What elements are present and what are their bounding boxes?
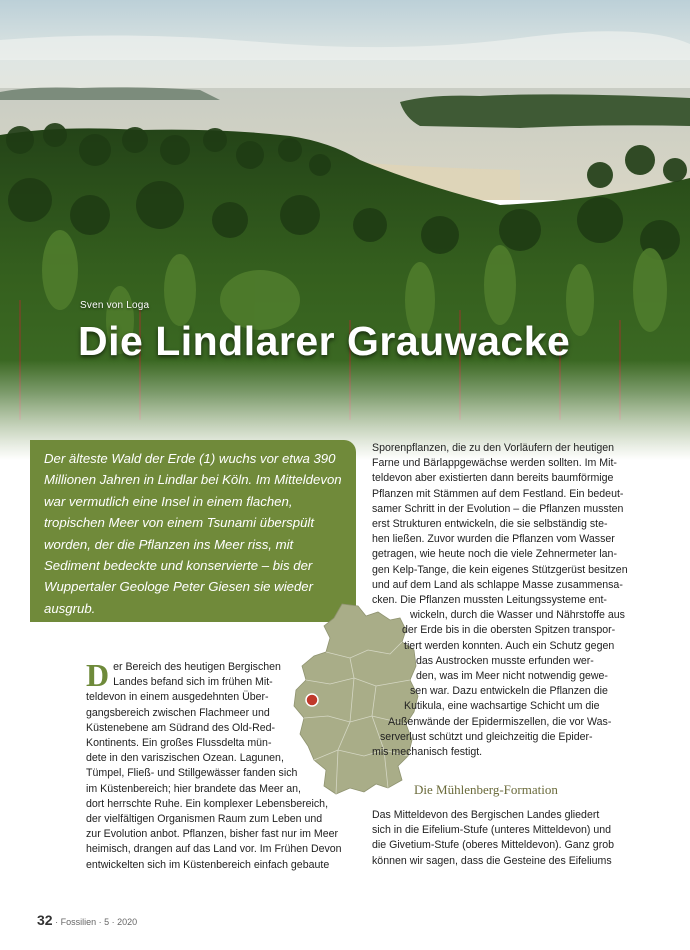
text-line: Kontinents. Ein großes Flussdelta mün- <box>86 737 272 750</box>
text-line: sen war. Dazu entwickeln die Pflanzen die <box>410 685 608 698</box>
text-line: gen Kelp-Tange, die kein eigenes Stützgerüst besitzen <box>372 563 628 576</box>
text-line: der vielfältigen Organismen Raum zum Leben und <box>86 813 323 826</box>
text-line: heimisch, drangen auf das Land vor. Im Frühen Devon <box>86 843 342 856</box>
text-line: samer Schritt in der Evolution – die Pflanzen mussten <box>372 502 624 515</box>
text-line: erst Strukturen entwickeln, die sie selbständig ste- <box>372 518 608 531</box>
text-line: dort herrschte Ruhe. Ein komplexer Lebensbereich, <box>86 797 329 810</box>
text-line: wickeln, durch die Wasser und Nährstoffe aus <box>410 609 625 622</box>
text-line: entwickelten sich im Küstenbereich einfach gebaute <box>86 858 330 871</box>
text-line: tiert werden konnten. Auch ein Schutz gegen <box>404 639 615 652</box>
article-title: Die Lindlarer Grauwacke <box>78 318 571 364</box>
text-line: und auf dem Land als schlappe Masse zusammensa- <box>372 578 623 591</box>
intro-box <box>30 440 356 622</box>
text-line: Kutikula, eine wachsartige Schicht um die <box>404 700 600 713</box>
author-name: Sven von Loga <box>80 300 150 311</box>
text-line: im Küstenbereich; hier brandete das Meer an, <box>86 782 301 795</box>
right-column-continued <box>372 808 636 869</box>
text-line: den, was im Meer nicht notwendig gewe- <box>416 670 608 683</box>
text-line: Landes befand sich im frühen Mit- <box>113 676 273 689</box>
section-heading: Die Mühlenberg-Formation <box>414 782 558 797</box>
dropcap: D <box>86 657 110 693</box>
text-line: die Givetium-Stufe (oberes Mitteldevon). Ganz grob <box>372 839 615 852</box>
text-line: Außenwände der Epidermiszellen, die vor Was- <box>388 715 612 728</box>
text-line: können wir sagen, dass die Gesteine des Eifeliums <box>372 854 612 867</box>
text-line: Küstenebene am Südrand des Old-Red- <box>86 721 276 734</box>
text-line: der Erde bis in die obersten Spitzen transpor- <box>402 624 616 637</box>
hero-illustration <box>0 0 690 460</box>
text-line: das Austrocken musste erfunden wer- <box>416 654 594 667</box>
page-footer <box>37 912 137 928</box>
text-line: teldevon in einem ausgedehnten Über- <box>86 691 269 704</box>
text-line: dete in den variszischen Ozean. Lagunen, <box>86 752 284 765</box>
text-line: mis mechanisch festigt. <box>372 746 483 759</box>
text-line: zur Evolution anbot. Pflanzen, bisher fast nur im Meer <box>86 828 339 841</box>
text-line: Das Mitteldevon des Bergischen Landes gliedert <box>372 809 600 821</box>
right-column <box>372 441 636 760</box>
text-line: gangsbereich zwischen Flachmeer und <box>86 706 270 719</box>
text-line: Sporenpflanzen, die zu den Vorläufern der heutigen <box>372 442 615 454</box>
text-line: teldevon aber existierten dann bereits baumförmige <box>372 472 614 485</box>
text-line: cken. Die Pflanzen mussten Leitungssysteme ent- <box>372 594 607 607</box>
page-number: 32 <box>37 912 53 928</box>
left-column <box>86 657 350 873</box>
text-line: sich in die Eifelium-Stufe (unteres Mitteldevon) und <box>372 824 612 837</box>
text-line: serverlust schützt und gleichzeitig die Epider- <box>380 730 593 743</box>
intro-text: Der älteste Wald der Erde (1) wuchs vor etwa 390 Millionen Jahren in Lindlar bei Köln. Im Mitteldevon war vermutlich eine Insel in einem flachen, tropischen Meer von einem Tsunami überspült worden, der die Pflanzen ins Meer riss, mit Sediment bedeckte und konservierte – bis der Wuppertaler Geologe Peter Giesen sie wieder ausgrub. <box>44 451 342 616</box>
issue-info: · Fossilien · 5 · 2020 <box>55 917 138 927</box>
text-line: Pflanzen mit Stämmen auf dem Festland. Ein bedeut- <box>372 487 624 500</box>
text-line: er Bereich des heutigen Bergischen <box>113 661 281 673</box>
text-line: Farne und Bärlappgewächse werden sollten. Im Mit- <box>372 457 617 470</box>
text-line: hen ließen. Zuvor wurden die Pflanzen vom Wasser <box>372 533 615 546</box>
text-line: Tümpel, Fließ- und Stillgewässer fanden sich <box>86 767 298 780</box>
text-line: getragen, wie heute noch die viele Zehnermeter lan- <box>372 548 617 561</box>
